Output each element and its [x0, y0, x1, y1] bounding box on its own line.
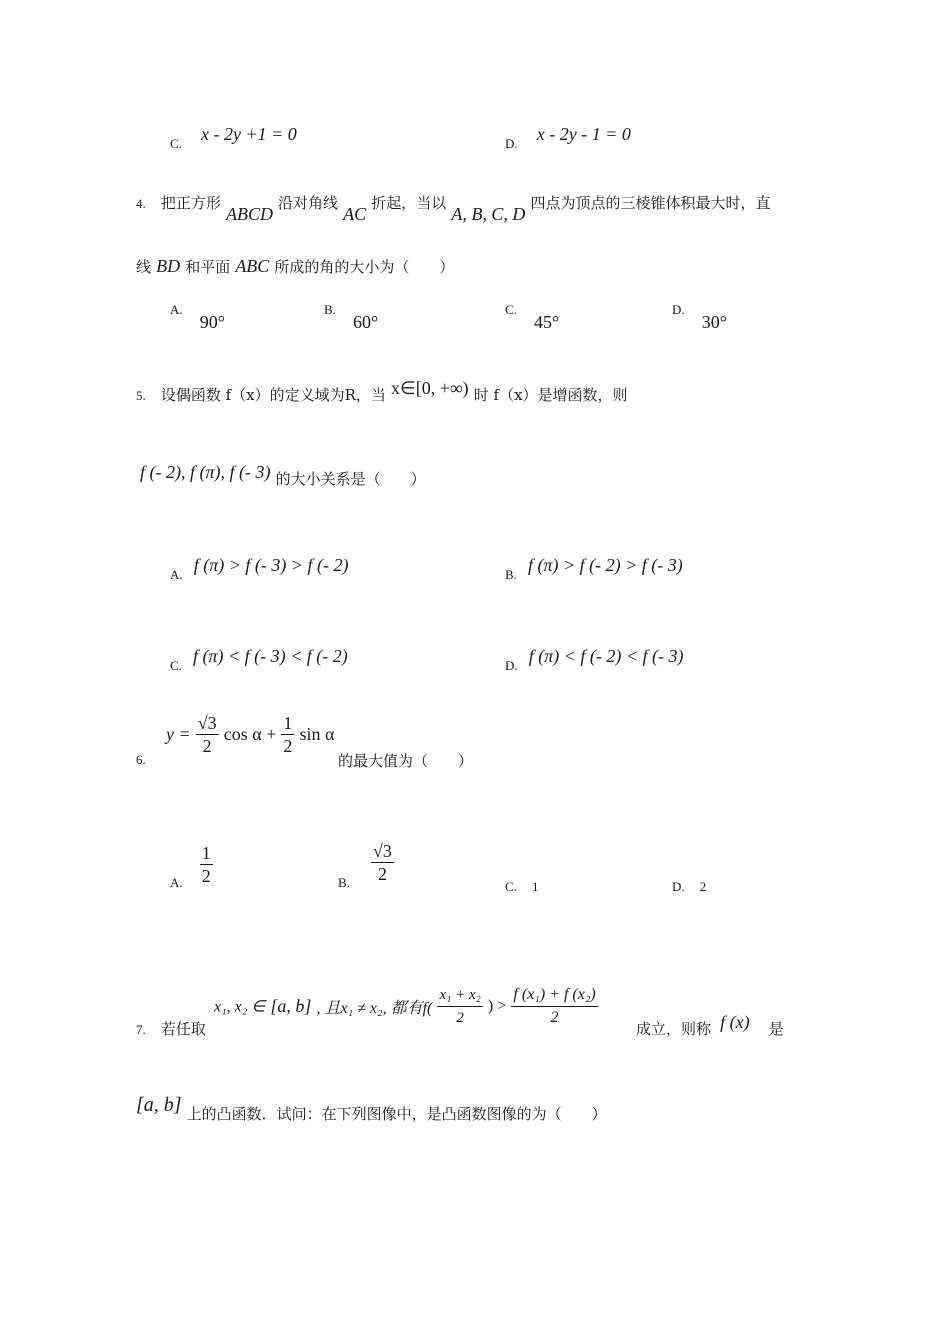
- q7-conclusion: [636, 1012, 784, 1038]
- math-cos: cos α +: [223, 724, 277, 744]
- fraction-sqrt3-over-2: [371, 840, 394, 885]
- math-interval: [a, b]: [270, 996, 312, 1016]
- option-value: 2: [699, 879, 707, 894]
- math-abc: ABC: [235, 256, 270, 276]
- option-label: D.: [672, 302, 685, 317]
- stem-text: 成立，则称: [636, 1020, 712, 1038]
- option-value: 60°: [353, 312, 379, 332]
- math-values: f (- 2), f (π), f (- 3): [140, 462, 271, 482]
- question-number: 7.: [136, 1022, 146, 1037]
- q4-stem-line1: [136, 192, 771, 224]
- stem-text: 时 f（x）是增函数，则: [473, 386, 628, 404]
- option-value: 90°: [199, 312, 225, 332]
- q4-option-c: [505, 298, 560, 332]
- denominator: 2: [377, 864, 387, 884]
- stem-text: 是: [768, 1020, 784, 1038]
- option-value: f (π) < f (- 2) < f (- 3): [528, 646, 684, 666]
- math-abcd: ABCD: [225, 204, 273, 224]
- option-label: D.: [505, 658, 518, 673]
- equation: x - 2y - 1 = 0: [536, 124, 631, 144]
- q7-condition: [214, 984, 598, 1029]
- fraction-1-over-2: [200, 842, 213, 887]
- q4-stem-line2: [136, 256, 454, 277]
- q6-option-b: [338, 840, 394, 890]
- math-y: y =: [166, 724, 191, 744]
- option-label: D.: [672, 879, 685, 894]
- q3-option-c: [170, 124, 297, 151]
- option-label: C.: [170, 658, 182, 673]
- numerator: 1: [201, 843, 211, 863]
- denominator: 2: [202, 736, 212, 756]
- math-sin: sin α: [299, 724, 335, 744]
- numerator: x₁ + x₂: [437, 984, 482, 1007]
- fraction-midpoint: [437, 984, 482, 1029]
- q5-option-c: [170, 646, 348, 673]
- math-x1x2: x₁, x₂ ∈: [214, 998, 266, 1016]
- fraction-sqrt3-over-2: [196, 712, 219, 757]
- option-label: A.: [170, 302, 183, 317]
- q6-option-a: [170, 842, 213, 890]
- stem-text: 所成的角的大小为（ ）: [274, 258, 455, 276]
- stem-text: 设偶函数 f（x）的定义域为R，当: [160, 386, 386, 404]
- math-condition: , 且x₁ ≠ x₂, 都有f(: [316, 1000, 433, 1017]
- q6-formula: [166, 712, 334, 757]
- denominator: 2: [456, 1010, 464, 1026]
- stem-text: 折起，当以: [371, 194, 447, 212]
- math-bd: BD: [156, 256, 181, 276]
- stem-text: 的大小关系是（ ）: [275, 470, 426, 488]
- q5-option-a: [170, 555, 349, 582]
- numerator: √3: [197, 713, 217, 733]
- option-value: 30°: [701, 312, 727, 332]
- q4-option-a: [170, 298, 225, 332]
- numerator: √3: [373, 841, 392, 861]
- equation: x - 2y +1 = 0: [201, 124, 297, 144]
- stem-text: 四点为顶点的三棱锥体积最大时，直: [530, 194, 771, 212]
- q5-stem-line1: [136, 378, 628, 405]
- stem-text: 把正方形: [160, 194, 221, 212]
- option-label: A.: [170, 875, 183, 890]
- numerator: 1: [283, 713, 293, 733]
- question-number: 5.: [136, 388, 146, 403]
- option-value: f (π) > f (- 2) > f (- 3): [528, 555, 683, 575]
- q6-number: 6.: [136, 752, 146, 767]
- option-value: 45°: [534, 312, 560, 332]
- q4-option-b: [324, 298, 379, 332]
- fraction-average: [511, 984, 597, 1029]
- option-label: B.: [338, 875, 350, 890]
- question-number: 4.: [136, 196, 146, 211]
- option-label: B.: [505, 567, 517, 582]
- option-label: C.: [505, 879, 517, 894]
- math-gt: ) >: [487, 997, 507, 1015]
- q6-tail: 的最大值为（ ）: [338, 752, 474, 770]
- numerator: f (x₁) + f (x₂): [511, 984, 597, 1007]
- option-label: B.: [324, 302, 336, 317]
- option-value: 1: [532, 879, 539, 894]
- q5-stem-line2: [140, 462, 426, 488]
- math-domain: x∈[0, +∞): [391, 378, 469, 398]
- q6-option-d: [672, 876, 706, 895]
- option-value: f (π) > f (- 3) > f (- 2): [193, 555, 349, 575]
- q6-option-c: [505, 876, 539, 895]
- stem-text: 和平面: [185, 258, 231, 276]
- q4-option-d: [672, 298, 727, 332]
- q5-option-d: [505, 646, 684, 673]
- option-label: D.: [505, 136, 518, 151]
- math-interval: [a, b]: [136, 1094, 182, 1116]
- option-value: f (π) < f (- 3) < f (- 2): [193, 646, 348, 666]
- denominator: 2: [283, 736, 293, 756]
- q3-option-d: [505, 124, 631, 151]
- q5-option-b: [505, 555, 683, 582]
- option-label: A.: [170, 567, 183, 582]
- math-fx: f (x): [720, 1012, 750, 1032]
- option-label: C.: [505, 302, 517, 317]
- stem-text: 线: [136, 258, 152, 276]
- math-ac: AC: [343, 204, 367, 224]
- q7-line2: [136, 1094, 607, 1123]
- q7-number: [136, 1018, 206, 1039]
- stem-text: 沿对角线: [278, 194, 339, 212]
- stem-text: 上的凸函数．试问：在下列图像中，是凸函数图像的为（ ）: [186, 1105, 607, 1123]
- math-points: A, B, C, D: [451, 204, 526, 224]
- denominator: 2: [201, 866, 211, 886]
- denominator: 2: [550, 1009, 559, 1026]
- stem-text: 若任取: [160, 1020, 206, 1038]
- fraction-1-over-2: [281, 712, 294, 757]
- option-label: C.: [170, 136, 182, 151]
